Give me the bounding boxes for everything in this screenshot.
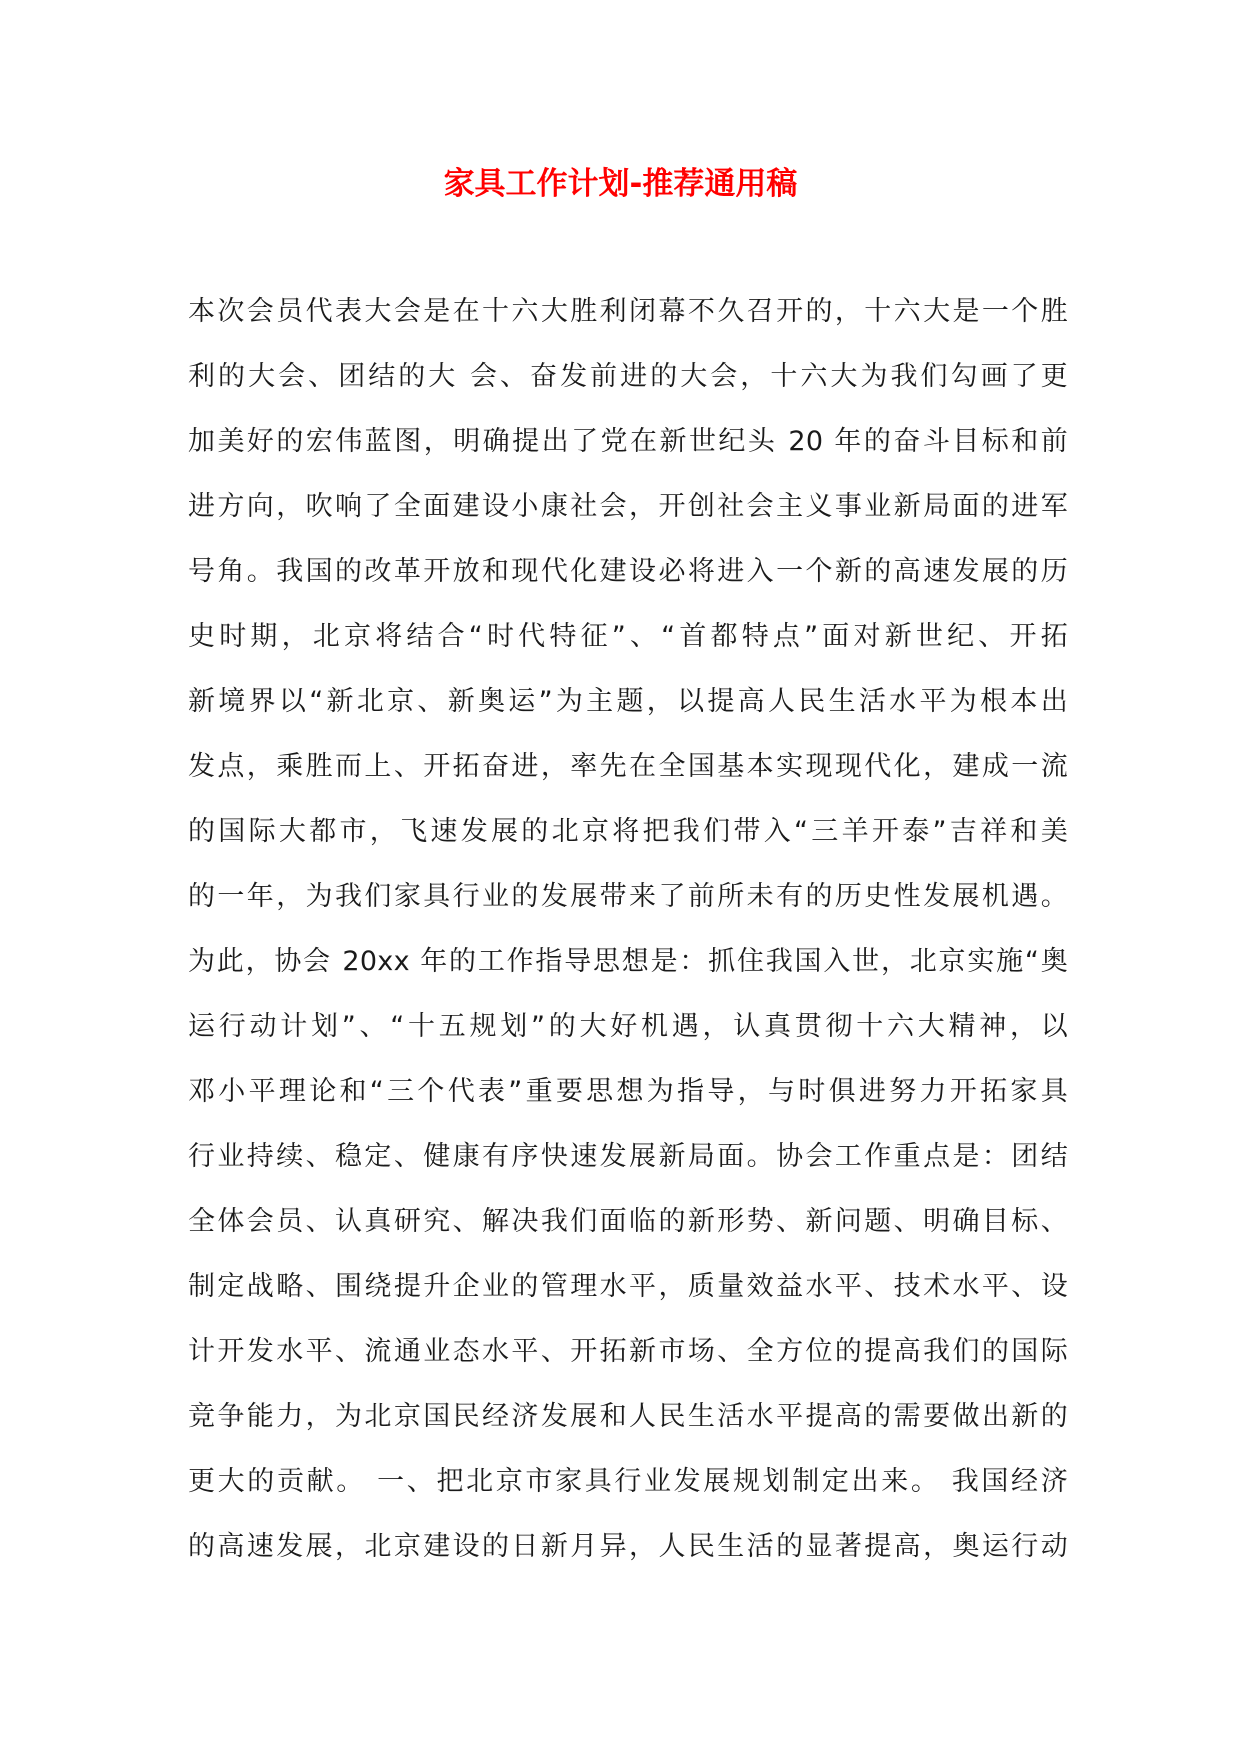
body-text-line: 本次会员代表大会是在十六大胜利闭幕不久召开的，十六大是一个胜 bbox=[188, 296, 1068, 327]
body-text-line: 制定战略、围绕提升企业的管理水平，质量效益水平、技术水平、设 bbox=[188, 1271, 1068, 1302]
body-text-line: 行业持续、稳定、健康有序快速发展新局面。协会工作重点是：团结 bbox=[188, 1141, 1068, 1172]
body-text-line: 的国际大都市，飞速发展的北京将把我们带入“三羊开泰”吉祥和美 bbox=[188, 816, 1068, 847]
body-text-line: 更大的贡献。 一、把北京市家具行业发展规划制定出来。 我国经济 bbox=[188, 1466, 1068, 1497]
body-text-line: 利的大会、团结的大 会、奋发前进的大会，十六大为我们勾画了更 bbox=[188, 361, 1068, 392]
document-body bbox=[188, 292, 1068, 1592]
body-text-line: 发点，乘胜而上、开拓奋进，率先在全国基本实现现代化，建成一流 bbox=[188, 751, 1068, 782]
body-text-line: 新境界以“新北京、新奥运”为主题，以提高人民生活水平为根本出 bbox=[188, 686, 1068, 717]
body-text-line: 史时期，北京将结合“时代特征”、“首都特点”面对新世纪、开拓 bbox=[188, 621, 1068, 652]
document-title: 家具工作计划-推荐通用稿 bbox=[443, 166, 798, 202]
body-text-line: 进方向，吹响了全面建设小康社会，开创社会主义事业新局面的进军 bbox=[188, 491, 1068, 522]
body-text-line: 的一年，为我们家具行业的发展带来了前所未有的历史性发展机遇。 bbox=[188, 881, 1068, 912]
body-text-line: 竞争能力，为北京国民经济发展和人民生活水平提高的需要做出新的 bbox=[188, 1401, 1068, 1432]
body-text-line: 邓小平理论和“三个代表”重要思想为指导，与时俱进努力开拓家具 bbox=[188, 1076, 1068, 1107]
body-text-line: 加美好的宏伟蓝图，明确提出了党在新世纪头 20 年的奋斗目标和前 bbox=[188, 426, 1068, 457]
body-text-line: 全体会员、认真研究、解决我们面临的新形势、新问题、明确目标、 bbox=[188, 1206, 1068, 1237]
body-text-line: 为此，协会 20xx 年的工作指导思想是：抓住我国入世，北京实施“奥 bbox=[188, 946, 1068, 977]
body-text-line: 计开发水平、流通业态水平、开拓新市场、全方位的提高我们的国际 bbox=[188, 1336, 1068, 1367]
body-text-line: 运行动计划”、“十五规划”的大好机遇，认真贯彻十六大精神，以 bbox=[188, 1011, 1068, 1042]
body-text-line: 的高速发展，北京建设的日新月异，人民生活的显著提高，奥运行动 bbox=[188, 1531, 1068, 1562]
body-text-line: 号角。我国的改革开放和现代化建设必将进入一个新的高速发展的历 bbox=[188, 556, 1068, 587]
